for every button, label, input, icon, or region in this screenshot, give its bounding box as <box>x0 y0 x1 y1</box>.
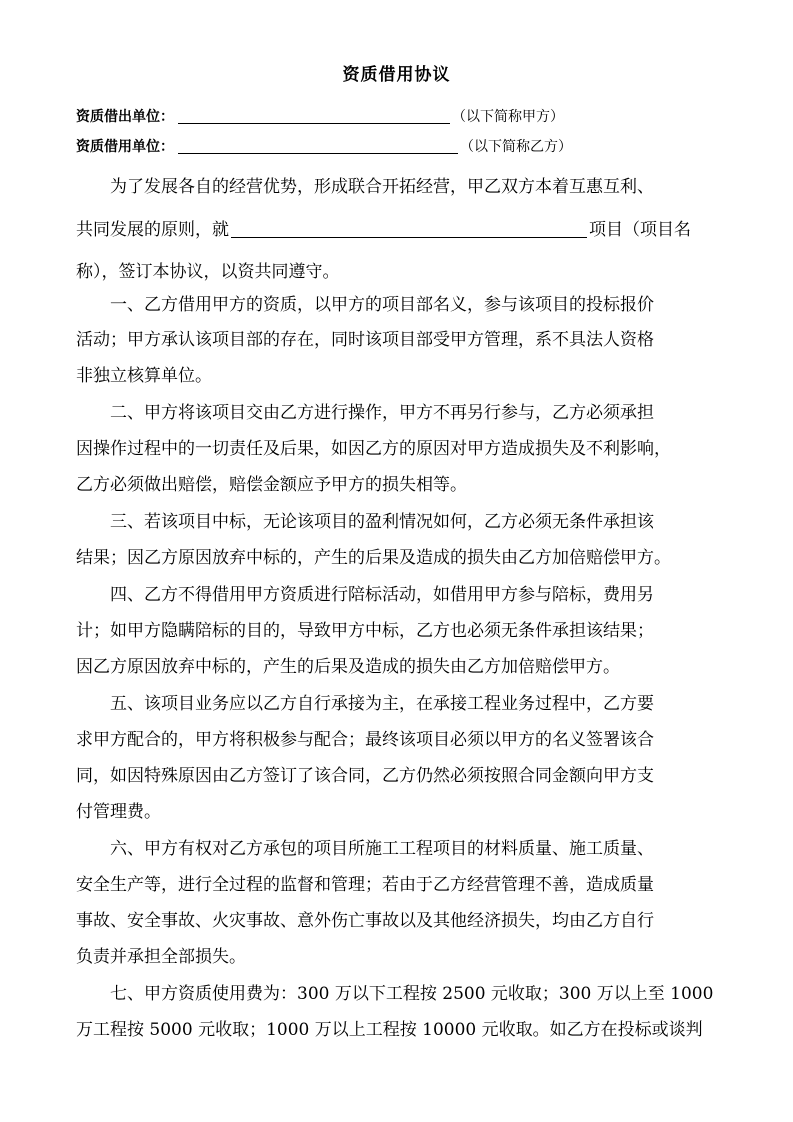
intro-line-3: 称），签订本协议，以资共同遵守。 <box>76 262 340 282</box>
clause-1-line-2: 活动；甲方承认该项目部的存在，同时该项目部受甲方管理，系不具法人资格 <box>76 330 654 350</box>
clause-7-line-2: 万工程按 5000 元收取；1000 万以上工程按 10000 元收取。如乙方在投标或谈判 <box>76 1020 703 1040</box>
intro-line-2 <box>76 215 720 245</box>
borrower-note: （以下简称乙方） <box>460 139 572 155</box>
borrower-blank <box>178 137 458 154</box>
clause-5-line-1: 五、该项目业务应以乙方自行承接为主，在承接工程业务过程中，乙方要 <box>110 694 654 714</box>
clause-5-line-2: 求甲方配合的，甲方将积极参与配合；最终该项目必须以甲方的名义签署该合 <box>76 730 654 750</box>
clause-2-line-2: 因操作过程中的一切责任及后果，如因乙方的原因对甲方造成损失及不利影响， <box>76 439 671 459</box>
clause-2-line-1: 二、甲方将该项目交由乙方进行操作，甲方不再另行参与，乙方必须承担 <box>110 403 654 423</box>
lender-note: （以下简称甲方） <box>452 109 564 125</box>
clause-6-line-2: 安全生产等，进行全过程的监督和管理；若由于乙方经营管理不善，造成质量 <box>76 875 654 895</box>
intro-line-2-before: 共同发展的原则，就 <box>76 220 229 240</box>
clause-3-line-1: 三、若该项目中标，无论该项目的盈利情况如何，乙方必须无条件承担该 <box>110 512 654 532</box>
intro-line-2-after: 项目（项目名 <box>589 220 691 240</box>
clause-6-line-4: 负责并承担全部损失。 <box>76 947 246 967</box>
lender-label: 资质借出单位： <box>76 109 174 125</box>
borrower-field-row <box>76 134 572 156</box>
clause-6-line-3: 事故、安全事故、火灾事故、意外伤亡事故以及其他经济损失，均由乙方自行 <box>76 911 654 931</box>
clause-4-line-1: 四、乙方不得借用甲方资质进行陪标活动，如借用甲方参与陪标，费用另 <box>110 585 654 605</box>
project-name-blank <box>231 217 587 238</box>
clause-6-line-1: 六、甲方有权对乙方承包的项目所施工工程项目的材料质量、施工质量、 <box>110 839 654 859</box>
clause-2-line-3: 乙方必须做出赔偿，赔偿金额应予甲方的损失相等。 <box>76 475 467 495</box>
clause-1-line-1: 一、乙方借用甲方的资质，以甲方的项目部名义，参与该项目的投标报价 <box>110 295 654 315</box>
clause-4-line-3: 因乙方原因放弃中标的，产生的后果及造成的损失由乙方加倍赔偿甲方。 <box>76 657 620 677</box>
document-title: 资质借用协议 <box>342 65 451 85</box>
clause-4-line-2: 计；如甲方隐瞒陪标的目的，导致甲方中标，乙方也必须无条件承担该结果； <box>76 621 654 641</box>
lender-blank <box>178 107 450 124</box>
borrower-label: 资质借用单位： <box>76 139 174 155</box>
clause-5-line-3: 同，如因特殊原因由乙方签订了该合同，乙方仍然必须按照合同金额向甲方支 <box>76 766 654 786</box>
clause-5-line-4: 付管理费。 <box>76 802 161 822</box>
intro-line-1: 为了发展各自的经营优势，形成联合开拓经营，甲乙双方本着互惠互利、 <box>110 177 654 197</box>
clause-3-line-2: 结果；因乙方原因放弃中标的，产生的后果及造成的损失由乙方加倍赔偿甲方。 <box>76 548 671 568</box>
clause-7-line-1: 七、甲方资质使用费为：300 万以下工程按 2500 元收取；300 万以上至 1000 <box>110 984 714 1004</box>
lender-field-row <box>76 104 564 126</box>
clause-1-line-3: 非独立核算单位。 <box>76 366 212 386</box>
